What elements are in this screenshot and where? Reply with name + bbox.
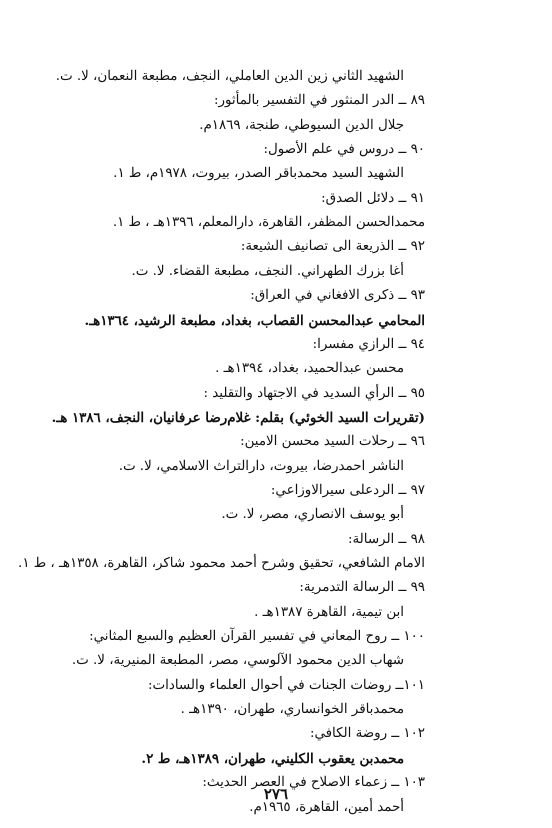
entry-title: ٩٥ ــ الرأي السديد في الاجتهاد والتقليد : [203, 385, 425, 401]
entry-citation: محمدباقر الخوانساري، طهران، ١٣٩٠هـ . [180, 702, 404, 718]
entry-title: ١٠١ــ روضات الجنات في أحوال العلماء والسادات: [148, 677, 425, 693]
entry-citation: المحامي عبدالمحسن القصاب، بغداد، مطبعة الرشيد، ١٣٦٤هـ. [84, 312, 425, 329]
entry-title: ٨٩ ــ الدر المنثور في التفسير بالمأثور: [214, 93, 425, 109]
entry-title: ٩٠ ــ دروس في علم الأصول: [263, 142, 425, 158]
entry-citation: أغا بزرك الطهراني. النجف، مطبعة القضاء. لا. ت. [131, 263, 404, 279]
entry-title: ٩٦ ــ رحلات السيد محسن الامين: [240, 434, 425, 450]
entry-citation: شهاب الدين محمود الآلوسي، مصر، المطبعة المنيرية، لا. ت. [71, 653, 404, 669]
entry-citation: محمدبن يعقوب الكليني، طهران، ١٣٨٩هـ، ط ٢. [141, 750, 404, 767]
entry-citation: (تقريرات السيد الخوئي) بقلم: غلام‌رضا عرفانيان، النجف، ١٣٨٦ هـ. [51, 409, 425, 426]
entry-citation: الناشر احمدرضا، بيروت، دارالتراث الاسلامي، لا. ت. [118, 458, 404, 474]
entry-title: ٩٤ ــ الرازي مفسرا: [312, 336, 425, 352]
entry-title: ١٠٣ ــ زعماء الاصلاح في العصر الحديث: [202, 775, 425, 791]
entry-title: ٩٢ ــ الذريعة الى تصانيف الشيعة: [240, 239, 425, 255]
page-number: ٢٧٦ [263, 785, 289, 803]
entry-citation: الامام الشافعي، تحقيق وشرح أحمد محمود شاكر، القاهرة، ١٣٥٨هـ ، ط ١. [18, 556, 425, 571]
entry-title: ٩٣ ــ ذكرى الافغاني في العراق: [250, 288, 425, 304]
entry-citation: ابن تيمية، القاهرة ١٣٨٧هـ . [254, 604, 404, 620]
entry-title: ١٠٢ ــ روضة الكافي: [309, 726, 425, 742]
entry-citation: محمدالحسن المظفر، القاهرة، دارالمعلم، ١٣٩٦هـ ، ط ١. [112, 215, 425, 231]
entry-citation: أبو يوسف الانصاري، مصر، لا. ت. [221, 507, 404, 523]
entry-title: ٩٨ ــ الرسالة: [347, 531, 425, 547]
entry-title: ٩١ ــ دلائل الصدق: [321, 190, 425, 206]
entry-title: ٩٩ ــ الرسالة التدمرية: [299, 580, 425, 596]
entry-citation: أحمد أمين، القاهرة، ١٩٦٥م. [249, 799, 404, 815]
entry-title: ١٠٠ ــ روح المعاني في تفسير القرآن العظيم والسبع المثاني: [89, 629, 425, 645]
entry-citation: جلال الدين السيوطي، طنجة، ١٨٦٩م. [199, 117, 404, 133]
entry-citation: الشهيد الثاني زين الدين العاملي، النجف، مطبعة النعمان، لا. ت. [55, 69, 404, 84]
entry-citation: الشهيد السيد محمدباقر الصدر، بيروت، ١٩٧٨م، ط ١. [113, 166, 404, 182]
entry-citation: محسن عبدالحميد، بغداد، ١٣٩٤هـ . [215, 361, 404, 377]
entry-title: ٩٧ ــ الردعلى سيرالاوزاعي: [270, 482, 425, 498]
